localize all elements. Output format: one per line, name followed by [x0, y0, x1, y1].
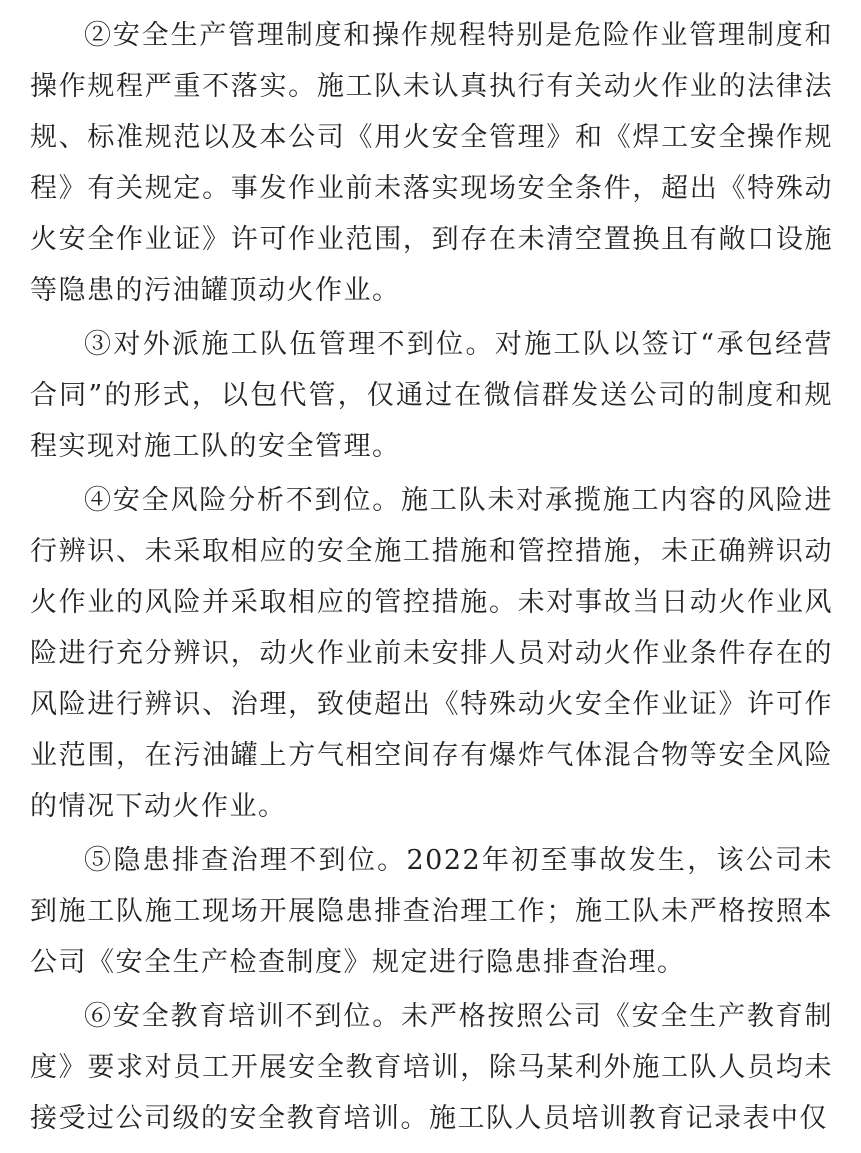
paragraph-5-hazard-inspection: ⑤隐患排查治理不到位。2022年初至事故发生，该公司未到施工队施工现场开展隐患排查治理工作；施工队未严格按照本公司《安全生产检查制度》规定进行隐患排查治理。: [30, 845, 833, 978]
paragraph-2-safety-rules-not-implemented: ②安全生产管理制度和操作规程特别是危险作业管理制度和操作规程严重不落实。施工队未认真执行有关动火作业的法律法规、标准规范以及本公司《用火安全管理》和《焊工安全操作规程》有关规定。事发作业前未落实现场安全条件，超出《特殊动火安全作业证》许可作业范围，到存在未清空置换且有敞口设施等隐患的污油罐顶动火作业。: [30, 20, 833, 306]
paragraph-3-contractor-management: ③对外派施工队伍管理不到位。对施工队以签订“承包经营合同”的形式，以包代管，仅通过在微信群发送公司的制度和规程实现对施工队的安全管理。: [30, 329, 833, 462]
paragraph-4-risk-analysis: ④安全风险分析不到位。施工队未对承揽施工内容的风险进行辨识、未采取相应的安全施工措施和管控措施，未正确辨识动火作业的风险并采取相应的管控措施。未对事故当日动火作业风险进行充分辨识，动火作业前未安排人员对动火作业条件存在的风险进行辨识、治理，致使超出《特殊动火安全作业证》许可作业范围，在污油罐上方气相空间存有爆炸气体混合物等安全风险的情况下动火作业。: [30, 485, 833, 822]
paragraph-6-safety-training: ⑥安全教育培训不到位。未严格按照公司《安全生产教育制度》要求对员工开展安全教育培训，除马某利外施工队人员均未接受过公司级的安全教育培训。施工队人员培训教育记录表中仅: [30, 1001, 833, 1134]
